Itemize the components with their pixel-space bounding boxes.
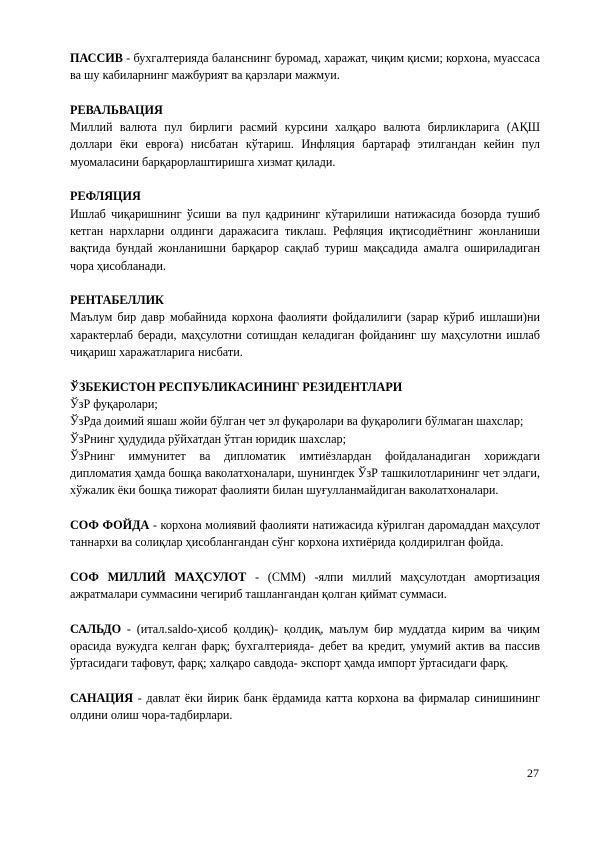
list-item: ЎзРнинг иммунитет ва дипломатик имтиёзлардан фойдаланадиган хориждаги дипломатия ҳамда бошқа ваколатхоналари, шунингдек ЎзР ташкилотларининг чет элдаги, хўжалик ёки бошқа тижорат фаолияти билан шуғулланмайдиган ваколатхоналари. (70, 448, 540, 498)
heading-revalvatsiya: РЕВАЛЬВАЦИЯ (70, 102, 163, 117)
heading-rentabellik: РЕНТАБЕЛЛИК (70, 293, 164, 308)
definition: Маълум бир давр мобайнида корхона фаолияти фойдалилиги (зарар кўриб ишлаши)ни характерлаб беради, маҳсулотни сотишдан келадиган фойданинг шу маҳсулотни ишлаб чиқариш харажатларига нисбати. (70, 310, 540, 360)
document-body (70, 50, 540, 725)
list-item: ЎзР фуқаролари; (70, 396, 158, 411)
entry-saldo (70, 621, 540, 673)
heading-reflyatsiya: РЕФЛЯЦИЯ (70, 189, 141, 204)
definition: - корхона молиявий фаолияти натижасида кўрилган даромаддан маҳсулот таннархи ва солиқлар ҳисоблангандан сўнг корхона ихтиёрида қолдирилган фойда. (70, 518, 540, 550)
definition: Ишлаб чиқаришнинг ўсиши ва пул қадрининг кўтарилиши натижасида бозорда тушиб кетган нархларни олдинги даражасига тиклаш. Рефляция иқтисодиётнинг жонланиши вақтида бундай жонланишни барқарор сақлаб туриш мақсадида амалга ошириладиган чора ҳисобланади. (70, 206, 540, 273)
term: САЛЬДО (70, 621, 122, 636)
list-item: ЎзРда доимий яшаш жойи бўлган чет эл фуқаролари ва фуқаролиги бўлмаган шахслар; (70, 414, 524, 429)
term: СОФ ФОЙДА (70, 518, 150, 533)
entry-passiv (70, 50, 540, 85)
list-item: ЎзРнинг ҳудудида рўйхатдан ўтган юридик шахслар; (70, 431, 346, 446)
definition: - (итал.saldo-ҳисоб қолдиқ)- қолдиқ, маълум бир муддатда кирим ва чиқим орасида вужудга келган фарқ; бухгалтерияда- дебет ва кредит, умумий актив ва пассив ўртасидаги тафовут, фарқ; халқаро савдода- экспорт ҳамда импорт ўртасидаги фарқ. (70, 621, 540, 671)
definition: - давлат ёки йирик банк ёрдамида катта корхона ва фирмалар синишининг олдини олиш чора-тадбирлари. (70, 690, 540, 723)
term: СОФ МИЛЛИЙ МАҲСУЛОТ (70, 569, 247, 584)
definition: - (СММ) -ялпи миллий маҳсулотдан амортизация ажратмалари суммасини чегириб ташлангандан қолган қиймат суммаси. (70, 569, 540, 602)
page-number: 27 (527, 766, 539, 780)
entry-sof-foyda (70, 517, 540, 552)
heading-rezidentlar: ЎЗБЕКИСТОН РЕСПУБЛИКАСИНИНГ РЕЗИДЕНТЛАРИ (70, 379, 403, 394)
entry-sof-milliy-mahsulot (70, 569, 540, 604)
definition: Миллий валюта пул бирлиги расмий курсини халқаро валюта бирликларига (АҚШ доллари ёки евроға) нисбатан кўтариш. Инфляция бартараф этилгандан кейин пул муомаласини барқарорлаштиришга хизмат қилади. (70, 120, 540, 169)
term: САНАЦИЯ (70, 690, 134, 705)
entry-sanatsiya (70, 690, 540, 725)
term: ПАССИВ (70, 51, 123, 65)
definition: - бухгалтерияда баланснинг буромад, харажат, чиқим қисми; корхона, муассаса ва шу кабиларнинг мажбурият ва қарзлари мажмуи. (70, 51, 540, 83)
